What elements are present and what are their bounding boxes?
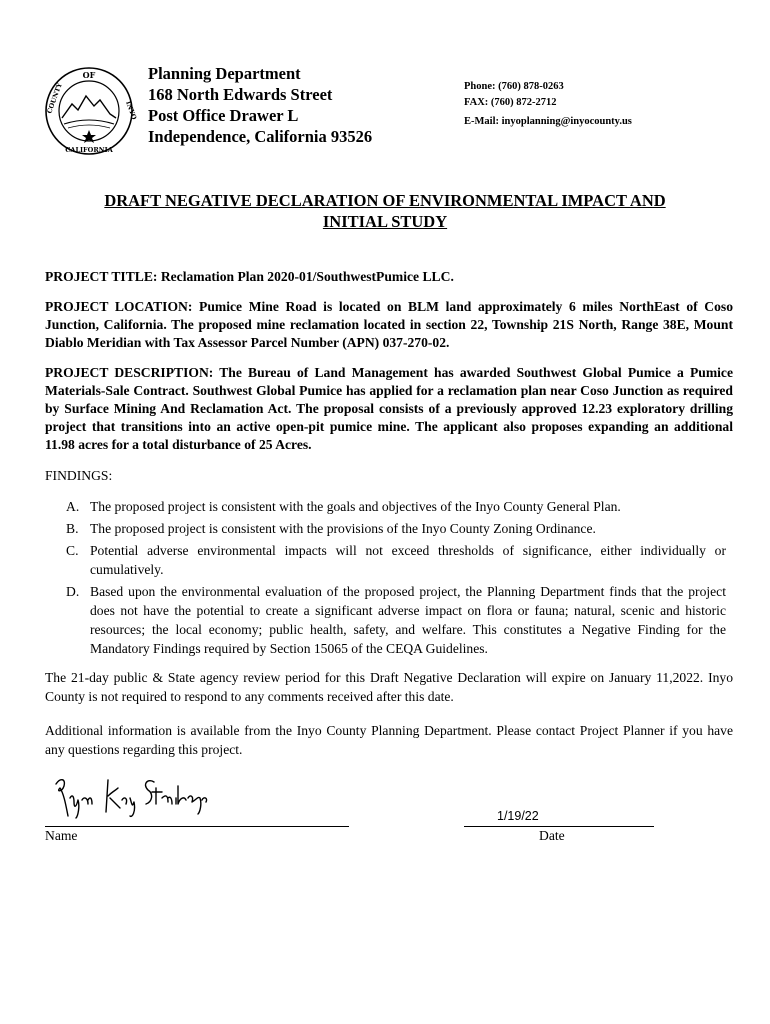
finding-letter: C. <box>66 543 79 558</box>
finding-text: The proposed project is consistent with the provisions of the Inyo County Zoning Ordinance. <box>90 521 596 536</box>
svg-text:COUNTY: COUNTY <box>45 81 64 115</box>
date-signature-line <box>464 826 654 827</box>
project-description: PROJECT DESCRIPTION: The Bureau of Land Management has awarded Southwest Global Pumice a Pumice Materials-Sale Contract. Southwest Global Pumice has applied for a reclamation plan near Coso Junction as required by Surface Mining And Reclamation Act. The proposal consists of a previously approved 12.23 exploratory drilling project that transitions into an active open-pit pumice mine. The applicant also proposes expanding an additional 11.98 acres for a total disturbance of 25 Acres. <box>45 365 733 452</box>
contact-info <box>464 79 632 130</box>
document-title <box>60 190 710 232</box>
name-label: Name <box>45 828 78 843</box>
city-state-zip: Independence, California 93526 <box>148 127 373 146</box>
document-title-line1: DRAFT NEGATIVE DECLARATION OF ENVIRONMENTAL IMPACT AND <box>104 191 666 210</box>
finding-item <box>66 519 726 538</box>
finding-letter: B. <box>66 521 79 536</box>
po-box: Post Office Drawer L <box>148 106 299 125</box>
street-address: 168 North Edwards Street <box>148 85 333 104</box>
name-signature-line <box>45 826 349 827</box>
svg-text:INYO: INYO <box>124 99 139 121</box>
svg-text:CALIFORNIA: CALIFORNIA <box>65 146 113 154</box>
finding-text: Potential adverse environmental impacts will not exceed thresholds of significance, either individually or cumulatively. <box>90 543 726 577</box>
email-address: E-Mail: inyoplanning@inyocounty.us <box>464 116 632 127</box>
department-address <box>148 63 372 147</box>
date-label: Date <box>539 828 565 843</box>
additional-info-paragraph: Additional information is available from the Inyo County Planning Department. Please contact Project Planner if you have any questions regarding this project. <box>45 723 733 757</box>
finding-text: The proposed project is consistent with the goals and objectives of the Inyo County General Plan. <box>90 499 621 514</box>
review-period-paragraph: The 21-day public & State agency review period for this Draft Negative Declaration will expire on January 11,2022. Inyo County is not required to respond to any comments received after this date. <box>45 670 733 704</box>
handwritten-signature <box>50 772 210 822</box>
project-location: PROJECT LOCATION: Pumice Mine Road is located on BLM land approximately 6 miles NorthEast of Coso Junction, California. The proposed mine reclamation located in section 22, Township 21S North, Range 38E, Mount Diablo Meridian with Tax Assessor Parcel Number (APN) 037-270-02. <box>45 299 733 350</box>
findings-heading: FINDINGS: <box>45 468 113 483</box>
date-value: 1/19/22 <box>497 809 539 823</box>
finding-item <box>66 582 726 658</box>
department-name: Planning Department <box>148 64 301 83</box>
finding-item <box>66 497 726 516</box>
county-seal-icon <box>44 66 139 156</box>
document-title-line2: INITIAL STUDY <box>322 212 448 231</box>
phone-number: Phone: (760) 878-0263 <box>464 81 564 92</box>
fax-number: FAX: (760) 872-2712 <box>464 96 557 108</box>
svg-text:OF: OF <box>82 70 96 80</box>
finding-item <box>66 541 726 579</box>
finding-text: Based upon the environmental evaluation of the proposed project, the Planning Department finds that the project does not have the potential to create a significant adverse impact on flora or fauna; natural, scenic and historic resources; the local economy; public health, safety, and welfare. This constitutes a Negative Finding for the Mandatory Findings required by Section 15065 of the CEQA Guidelines. <box>90 584 726 656</box>
finding-letter: D. <box>66 584 80 599</box>
finding-letter: A. <box>66 499 80 514</box>
findings-list <box>66 497 726 661</box>
project-title: PROJECT TITLE: Reclamation Plan 2020-01/SouthwestPumice LLC. <box>45 269 454 284</box>
